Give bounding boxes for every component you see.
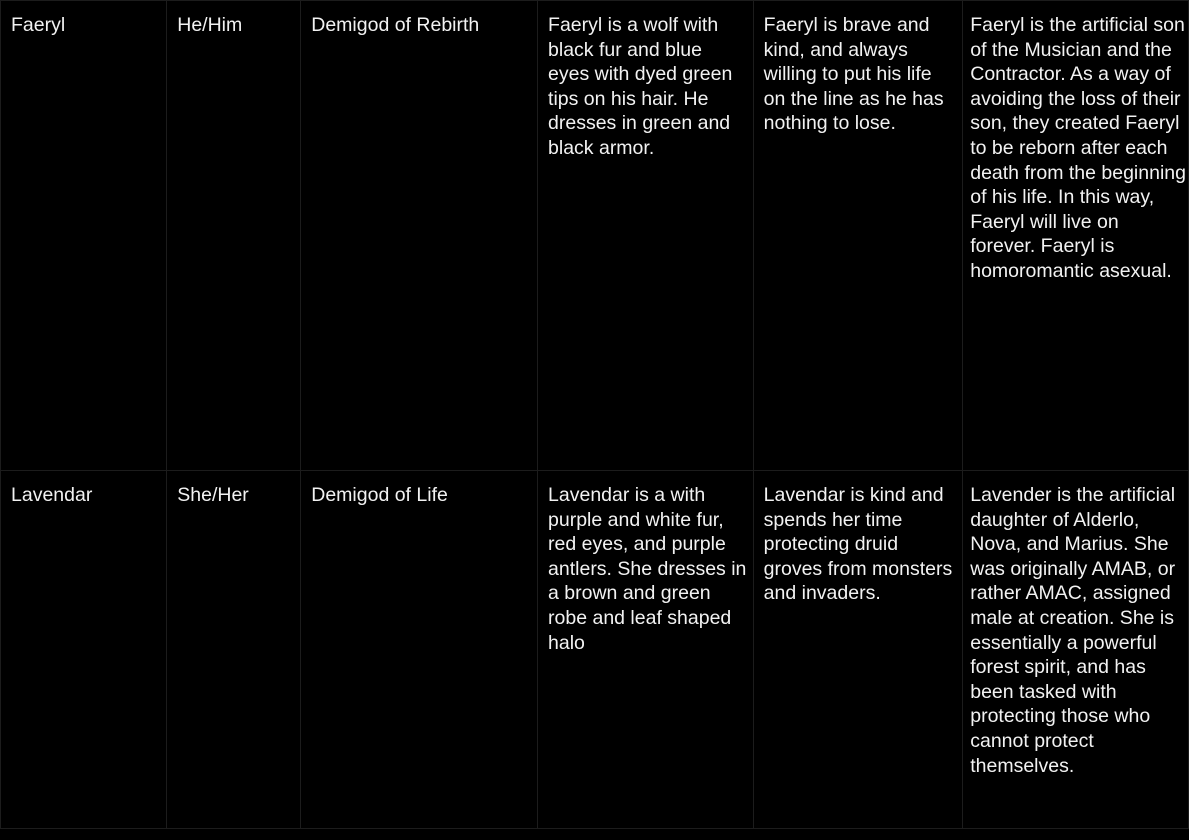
character-pronouns: He/Him bbox=[177, 14, 243, 36]
name-cell[interactable] bbox=[1, 1, 167, 471]
personality-cell[interactable] bbox=[753, 1, 963, 471]
pronouns-cell[interactable] bbox=[167, 471, 301, 829]
title-cell[interactable] bbox=[301, 1, 538, 471]
character-backstory: Faeryl is the artificial son of the Musician and the Contractor. As a way of avoiding the loss of their son, they created Faeryl to be reborn after each death from the beginning of his life. In this way, Faeryl will live on forever. Faeryl is homoromantic asexual. bbox=[970, 14, 1186, 282]
personality-cell[interactable] bbox=[753, 471, 963, 829]
backstory-cell[interactable] bbox=[963, 471, 1189, 829]
character-personality: Faeryl is brave and kind, and always willing to put his life on the line as he has nothing to lose. bbox=[763, 14, 944, 135]
appearance-cell[interactable] bbox=[538, 471, 754, 829]
character-appearance: Faeryl is a wolf with black fur and blue eyes with dyed green tips on his hair. He dresses in green and black armor. bbox=[548, 14, 733, 159]
character-name: Lavendar bbox=[11, 484, 93, 506]
pronouns-cell[interactable] bbox=[167, 1, 301, 471]
character-pronouns: She/Her bbox=[177, 484, 249, 506]
character-backstory: Lavender is the artificial daughter of Alderlo, Nova, and Marius. She was originally AMAB, or rather AMAC, assigned male at creation. She is essentially a powerful forest spirit, and has been tasked with protecting those who cannot protect themselves. bbox=[970, 484, 1176, 777]
backstory-cell[interactable] bbox=[963, 1, 1189, 471]
character-title: Demigod of Rebirth bbox=[311, 14, 480, 36]
appearance-cell[interactable] bbox=[538, 1, 754, 471]
character-name: Faeryl bbox=[11, 14, 66, 36]
table-row bbox=[1, 471, 1189, 829]
character-title: Demigod of Life bbox=[311, 484, 448, 506]
character-appearance: Lavendar is a with purple and white fur, red eyes, and purple antlers. She dresses in a brown and green robe and leaf shaped halo bbox=[548, 484, 747, 654]
character-personality: Lavendar is kind and spends her time protecting druid groves from monsters and invaders. bbox=[763, 484, 953, 605]
title-cell[interactable] bbox=[301, 471, 538, 829]
name-cell[interactable] bbox=[1, 471, 167, 829]
table-row bbox=[1, 1, 1189, 471]
